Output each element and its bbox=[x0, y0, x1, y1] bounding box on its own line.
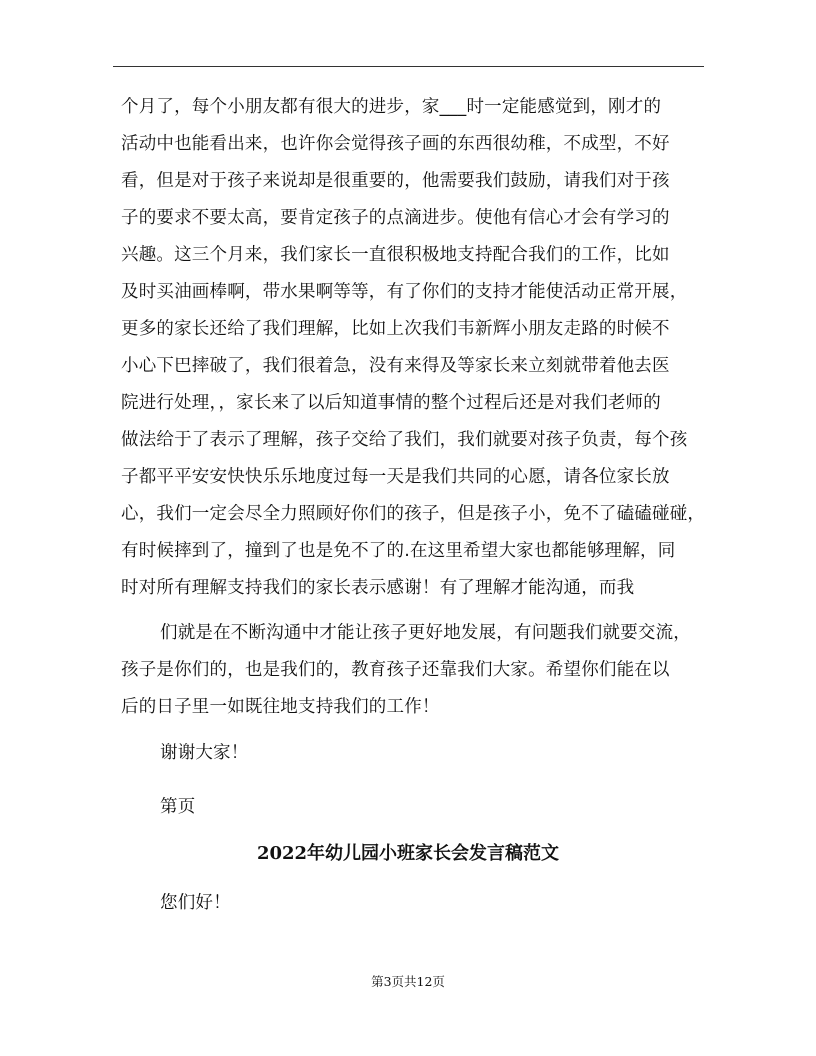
header-rule bbox=[113, 66, 704, 67]
body-line: 时对所有理解支持我们的家长表示感谢！有了理解才能沟通，而我 bbox=[121, 578, 635, 598]
body-line: 个月了，每个小朋友都有很大的进步，家___时一定能感觉到，刚才的 bbox=[121, 97, 662, 117]
body-line: 子的要求不要太高，要肯定孩子的点滴进步。使他有信心才会有学习的 bbox=[121, 208, 670, 228]
body-line: 及时买油画棒啊，带水果啊等等，有了你们的支持才能使活动正常开展， bbox=[121, 282, 688, 302]
document-title: 2022年幼儿园小班家长会发言稿范文 bbox=[256, 843, 560, 864]
thanks-line: 谢谢大家！ bbox=[160, 743, 249, 763]
greeting-line: 您们好！ bbox=[160, 893, 231, 913]
body-line: 活动中也能看出来，也许你会觉得孩子画的东西很幼稚，不成型，不好 bbox=[121, 134, 670, 154]
body-line: 后的日子里一如既往地支持我们的工作！ bbox=[121, 697, 440, 717]
body-line: 心，我们一定会尽全力照顾好你们的孩子，但是孩子小，免不了磕磕碰碰， bbox=[121, 504, 706, 524]
body-line: 孩子是你们的，也是我们的，教育孩子还靠我们大家。希望你们能在以 bbox=[121, 660, 670, 680]
body-line: 做法给于了表示了理解，孩子交给了我们，我们就要对孩子负责，每个孩 bbox=[121, 430, 688, 450]
body-line: 子都平平安安快快乐乐地度过每一天是我们共同的心愿，请各位家长放 bbox=[121, 467, 670, 487]
body-line: 们就是在不断沟通中才能让孩子更好地发展，有问题我们就要交流， bbox=[160, 623, 691, 643]
page-label: 第页 bbox=[160, 797, 196, 817]
body-line: 院进行处理，，家长来了以后知道事情的整个过程后还是对我们老师的 bbox=[121, 393, 661, 413]
body-line: 兴趣。这三个月来，我们家长一直很积极地支持配合我们的工作，比如 bbox=[121, 245, 670, 265]
page-footer: 第3页共12页 bbox=[371, 974, 445, 989]
body-line: 更多的家长还给了我们理解，比如上次我们韦新辉小朋友走路的时候不 bbox=[121, 319, 670, 339]
body-line: 小心下巴摔破了，我们很着急，没有来得及等家长来立刻就带着他去医 bbox=[121, 356, 670, 376]
body-line: 看，但是对于孩子来说却是很重要的，他需要我们鼓励，请我们对于孩 bbox=[121, 171, 670, 191]
body-line: 有时候摔到了，撞到了也是免不了的.在这里希望大家也都能够理解，同 bbox=[121, 541, 676, 561]
